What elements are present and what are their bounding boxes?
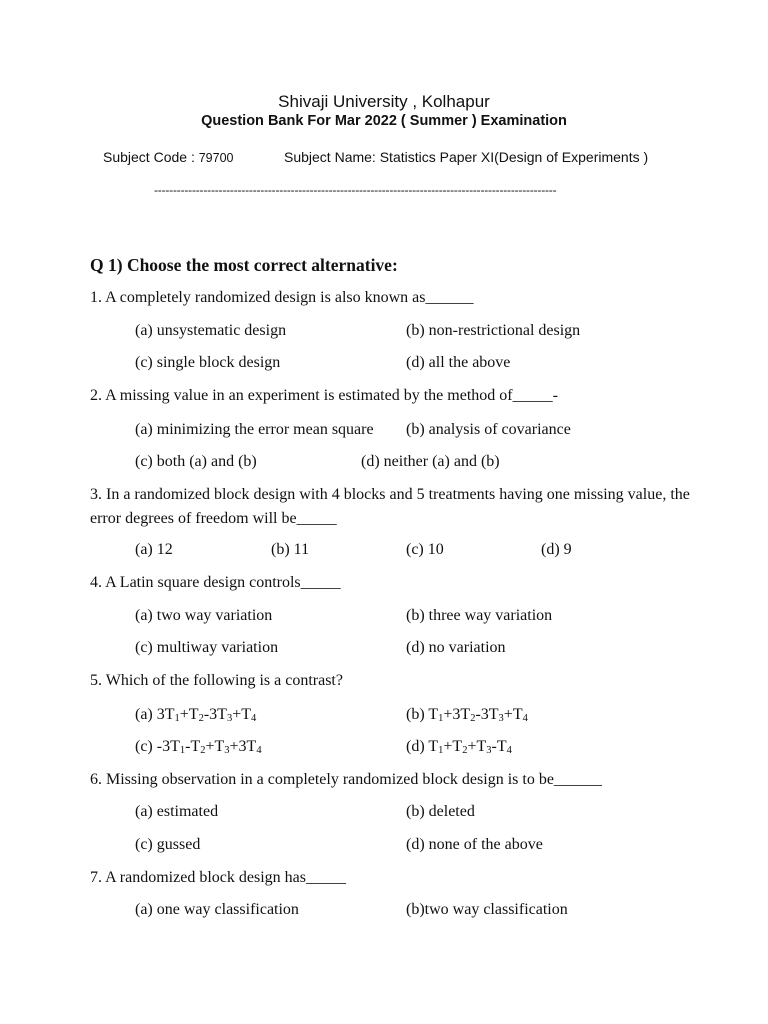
q4-option-b: (b) three way variation (406, 607, 553, 624)
subject-name: Subject Name: Statistics Paper XI(Design of Experiments ) (284, 149, 649, 165)
q2-option-b: (b) analysis of covariance (406, 421, 571, 438)
question-bank-title: Question Bank For Mar 2022 ( Summer ) Examination (201, 113, 567, 129)
subject-code-label: Subject Code : (103, 149, 199, 165)
q1-option-c: (c) single block design (135, 354, 281, 371)
q1-option-d: (d) all the above (406, 354, 511, 371)
question-7: 7. A randomized block design has_____ (90, 869, 346, 886)
q6-option-c: (c) gussed (135, 836, 201, 853)
q3-option-c: (c) 10 (406, 541, 444, 558)
q3-option-a: (a) 12 (135, 541, 173, 558)
q2-option-d: (d) neither (a) and (b) (361, 453, 500, 470)
q2-option-c: (c) both (a) and (b) (135, 453, 257, 470)
question-4: 4. A Latin square design controls_____ (90, 574, 341, 591)
q6-option-b: (b) deleted (406, 803, 475, 820)
q5-option-c: (c) $-3T_1-T_2+T_3+3T_4$ (135, 738, 262, 756)
subject-code-value: 79700 (198, 151, 234, 165)
q7-option-b: (b)two way classification (406, 901, 568, 918)
q1-option-a: (a) unsystematic design (135, 322, 287, 339)
q2-option-a: (a) minimizing the error mean square (135, 421, 374, 438)
q4-option-c: (c) multiway variation (135, 639, 279, 656)
q6-option-a: (a) estimated (135, 803, 219, 820)
question-5: 5. Which of the following is a contrast? (90, 672, 343, 689)
q3-option-b: (b) 11 (271, 541, 310, 558)
q7-option-a: (a) one way classification (135, 901, 299, 918)
university-title: Shivaji University , Kolhapur (278, 92, 490, 111)
q5-option-b: (b) $T_1+3T_2-3T_3+T_4$ (406, 706, 528, 724)
q5-option-a: (a) $3T_1+T_2-3T_3+T_4$ (135, 706, 257, 724)
section-title: Q 1) Choose the most correct alternative: (90, 255, 398, 275)
question-1: 1. A completely randomized design is also known as______ (90, 289, 474, 306)
q6-option-d: (d) none of the above (406, 836, 543, 853)
question-2: 2. A missing value in an experiment is estimated by the method of_____- (90, 387, 558, 404)
q1-option-b: (b) non-restrictional design (406, 322, 581, 339)
subject-code (103, 149, 234, 165)
q4-option-d: (d) no variation (406, 639, 506, 656)
q3-option-d: (d) 9 (541, 541, 572, 558)
question-3: 3. In a randomized block design with 4 blocks and 5 treatments having one missing value, the error degrees of freedom will be_____ (90, 486, 690, 527)
question-6: 6. Missing observation in a completely randomized block design is to be______ (90, 771, 602, 788)
divider-line: ---------------------------------------------------------------------------------------------------------- (154, 183, 557, 197)
q4-option-a: (a) two way variation (135, 607, 273, 624)
q5-option-d: (d) $T_1+T_2+T_3-T_4$ (406, 738, 512, 756)
